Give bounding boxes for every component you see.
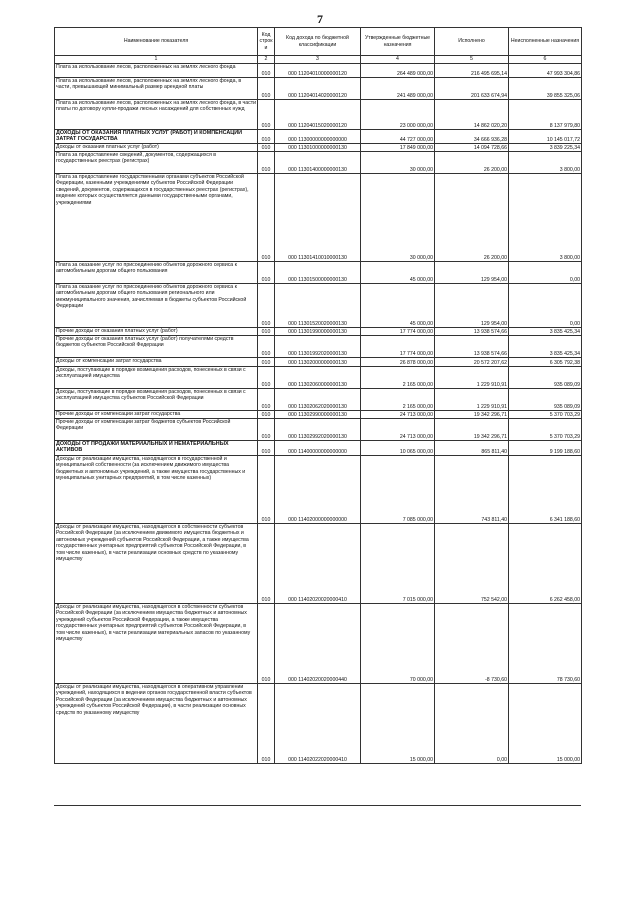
row-plan: 17 849 000,00: [361, 144, 435, 152]
row-name: Прочие доходы от компенсации затрат государства: [55, 411, 258, 419]
row-kbk: 000 11301400000000130: [275, 152, 361, 174]
row-remaining: 9 199 188,60: [509, 441, 582, 456]
row-name: Плата за использование лесов, расположенных на землях лесного фонда, в части, превышающей минимальный размер арендной платы: [55, 78, 258, 100]
row-code: 010: [258, 336, 275, 358]
row-exec: 201 633 674,94: [435, 78, 509, 100]
row-plan: 30 000,00: [361, 174, 435, 262]
table-row: [55, 604, 582, 684]
row-name: Доходы от реализации имущества, находящегося в государственной и муниципальной собственности (за исключением движимого имущества бюджетных и автономных учреждений, а также имущества государственных и муниципальных унитарных предприятий, в том числе казенных): [55, 456, 258, 524]
row-name: Доходы, поступающие в порядке возмещения расходов, понесенных в связи с эксплуатацией имущества субъектов Российской Федерации: [55, 389, 258, 411]
table-row: [55, 336, 582, 358]
row-code: 010: [258, 64, 275, 78]
row-kbk: 000 11301992020000130: [275, 336, 361, 358]
col-number-2: 2: [258, 56, 275, 64]
row-plan: 45 000,00: [361, 284, 435, 328]
row-name: Прочие доходы от оказания платных услуг (работ) получателями средств бюджетов субъектов Российской Федерации: [55, 336, 258, 358]
row-remaining: 0,00: [509, 262, 582, 284]
row-exec: 20 572 207,62: [435, 358, 509, 367]
header-kbk: Код дохода по бюджетной классификации: [275, 28, 361, 56]
row-code: 010: [258, 262, 275, 284]
row-exec: 14 862 020,20: [435, 100, 509, 130]
row-kbk: 000 11302062020000130: [275, 389, 361, 411]
row-remaining: 6 341 188,60: [509, 456, 582, 524]
row-name: Плата за предоставление государственными органами субъектов Российской Федерации, казенными учреждениями субъектов Российской Федерации сведений, документов, содержащихся в государственных реестрах (регистрах), ведение которых осуществляется данными государственными органами, учреждениями: [55, 174, 258, 262]
row-remaining: 3 835 425,34: [509, 336, 582, 358]
income-report-table: [54, 27, 582, 764]
row-code: 010: [258, 152, 275, 174]
row-plan: 2 165 000,00: [361, 367, 435, 389]
row-code: 010: [258, 78, 275, 100]
row-exec: 0,00: [435, 684, 509, 764]
row-kbk: 000 11301410010000130: [275, 174, 361, 262]
header-exec: Исполнено: [435, 28, 509, 56]
row-code: 010: [258, 100, 275, 130]
row-name: Плата за использование лесов, расположенных на землях лесного фонда, в части платы по договору купли-продажи лесных насаждений для собственных нужд: [55, 100, 258, 130]
row-name: Плата за оказание услуг по присоединению объектов дорожного сервиса к автомобильным дорогам общего пользования: [55, 262, 258, 284]
row-remaining: 6 305 792,38: [509, 358, 582, 367]
row-code: 010: [258, 358, 275, 367]
row-exec: 13 938 574,66: [435, 336, 509, 358]
row-exec: 129 954,00: [435, 284, 509, 328]
row-kbk: 000 11400000000000000: [275, 441, 361, 456]
table-row: [55, 328, 582, 336]
header-plan: Утвержденные бюджетные назначения: [361, 28, 435, 56]
row-kbk: 000 11402020020000410: [275, 524, 361, 604]
row-exec: 129 954,00: [435, 262, 509, 284]
row-kbk: 000 11204010000000120: [275, 64, 361, 78]
row-name: Плата за оказание услуг по присоединению объектов дорожного сервиса к автомобильным дорогам общего пользования регионального или межмуниципального значения, зачисляемая в бюджеты субъектов Российской Федерации: [55, 284, 258, 328]
row-remaining: 10 145 017,72: [509, 130, 582, 144]
row-plan: 17 774 000,00: [361, 328, 435, 336]
row-exec: 26 200,00: [435, 152, 509, 174]
header-name: Наименование показателя: [55, 28, 258, 56]
table-row: [55, 152, 582, 174]
row-exec: 1 229 910,91: [435, 367, 509, 389]
row-kbk: 000 11402020020000440: [275, 604, 361, 684]
row-remaining: 3 800,00: [509, 174, 582, 262]
row-code: 010: [258, 389, 275, 411]
row-kbk: 000 11301520020000130: [275, 284, 361, 328]
row-remaining: 5 370 703,29: [509, 419, 582, 441]
row-plan: 7 015 000,00: [361, 524, 435, 604]
row-code: 010: [258, 524, 275, 604]
row-name: ДОХОДЫ ОТ ОКАЗАНИЯ ПЛАТНЫХ УСЛУГ (РАБОТ) И КОМПЕНСАЦИИ ЗАТРАТ ГОСУДАРСТВА: [55, 130, 258, 144]
row-plan: 24 713 000,00: [361, 419, 435, 441]
row-code: 010: [258, 441, 275, 456]
row-remaining: 8 137 979,80: [509, 100, 582, 130]
row-remaining: 3 835 425,34: [509, 328, 582, 336]
row-exec: 19 342 296,71: [435, 411, 509, 419]
col-number-1: 1: [55, 56, 258, 64]
table-row: [55, 441, 582, 456]
row-kbk: 000 11204015020000120: [275, 100, 361, 130]
row-kbk: 000 11302000000000130: [275, 358, 361, 367]
row-exec: 865 811,40: [435, 441, 509, 456]
table-body: [55, 64, 582, 764]
table-row: [55, 130, 582, 144]
row-code: 010: [258, 328, 275, 336]
row-plan: 7 085 000,00: [361, 456, 435, 524]
row-kbk: 000 11302060000000130: [275, 367, 361, 389]
row-exec: -8 730,60: [435, 604, 509, 684]
row-exec: 743 811,40: [435, 456, 509, 524]
col-number-3: 3: [275, 56, 361, 64]
row-name: Доходы от реализации имущества, находящегося в оперативном управлении учреждений, находящихся в ведении органов государственной власти субъектов Российской Федерации (за исключением имущества бюджетных и автономных учреждений субъектов Российской Федерации), в части реализации основных средств по указанному имуществу: [55, 684, 258, 764]
table-row: [55, 367, 582, 389]
row-remaining: 39 855 325,06: [509, 78, 582, 100]
row-exec: 34 666 936,28: [435, 130, 509, 144]
row-code: 010: [258, 684, 275, 764]
row-remaining: 78 730,60: [509, 604, 582, 684]
row-code: 010: [258, 144, 275, 152]
row-plan: 10 065 000,00: [361, 441, 435, 456]
row-code: 010: [258, 604, 275, 684]
row-name: Доходы от оказания платных услуг (работ): [55, 144, 258, 152]
row-plan: 15 000,00: [361, 684, 435, 764]
row-kbk: 000 11302992020000130: [275, 419, 361, 441]
row-exec: 752 542,00: [435, 524, 509, 604]
row-kbk: 000 11302990000000130: [275, 411, 361, 419]
row-plan: 44 727 000,00: [361, 130, 435, 144]
col-number-5: 5: [435, 56, 509, 64]
row-kbk: 000 11301500000000130: [275, 262, 361, 284]
table-row: [55, 456, 582, 524]
row-kbk: 000 11301990000000130: [275, 328, 361, 336]
row-plan: 2 165 000,00: [361, 389, 435, 411]
row-plan: 241 489 000,00: [361, 78, 435, 100]
table-row: [55, 419, 582, 441]
row-name: Доходы, поступающие в порядке возмещения расходов, понесенных в связи с эксплуатацией имущества: [55, 367, 258, 389]
row-code: 010: [258, 419, 275, 441]
row-name: Плата за предоставление сведений, документов, содержащихся в государственных реестрах (регистрах): [55, 152, 258, 174]
row-exec: 14 094 728,66: [435, 144, 509, 152]
row-name: Прочие доходы от компенсации затрат бюджетов субъектов Российской Федерации: [55, 419, 258, 441]
row-code: 010: [258, 456, 275, 524]
row-kbk: 000 11301000000000130: [275, 144, 361, 152]
row-remaining: 3 800,00: [509, 152, 582, 174]
table-row: [55, 411, 582, 419]
page-number: 7: [317, 12, 323, 26]
row-name: Доходы от реализации имущества, находящегося в собственности субъектов Российской Федерации (за исключением имущества бюджетных и автономных учреждений субъектов Российской Федерации, а также имущества государственных унитарных предприятий субъектов Российской Федерации, в том числе казенных), в части реализации материальных запасов по указанному имуществу: [55, 604, 258, 684]
header-code: Код строк и: [258, 28, 275, 56]
row-remaining: 935 089,09: [509, 389, 582, 411]
row-plan: 24 713 000,00: [361, 411, 435, 419]
row-plan: 17 774 000,00: [361, 336, 435, 358]
col-number-6: 6: [509, 56, 582, 64]
row-remaining: 0,00: [509, 284, 582, 328]
table-row: [55, 389, 582, 411]
row-exec: 13 938 574,66: [435, 328, 509, 336]
row-code: 010: [258, 411, 275, 419]
header-rem: Неисполненные назначения: [509, 28, 582, 56]
table-row: [55, 284, 582, 328]
col-number-4: 4: [361, 56, 435, 64]
table-row: [55, 262, 582, 284]
row-plan: 45 000,00: [361, 262, 435, 284]
table-row: [55, 64, 582, 78]
table-row: [55, 524, 582, 604]
row-exec: 216 495 695,14: [435, 64, 509, 78]
row-code: 010: [258, 284, 275, 328]
row-remaining: 5 370 703,29: [509, 411, 582, 419]
table-row: [55, 174, 582, 262]
row-kbk: 000 11402000000000000: [275, 456, 361, 524]
row-name: Прочие доходы от оказания платных услуг (работ): [55, 328, 258, 336]
row-code: 010: [258, 367, 275, 389]
row-code: 010: [258, 174, 275, 262]
row-remaining: 47 993 304,86: [509, 64, 582, 78]
row-plan: 30 000,00: [361, 152, 435, 174]
table-row: [55, 358, 582, 367]
row-kbk: 000 11300000000000000: [275, 130, 361, 144]
row-plan: 70 000,00: [361, 604, 435, 684]
row-kbk: 000 11204014020000120: [275, 78, 361, 100]
row-name: ДОХОДЫ ОТ ПРОДАЖИ МАТЕРИАЛЬНЫХ И НЕМАТЕРИАЛЬНЫХ АКТИВОВ: [55, 441, 258, 456]
row-remaining: 935 089,09: [509, 367, 582, 389]
row-plan: 26 878 000,00: [361, 358, 435, 367]
row-name: Плата за использование лесов, расположенных на землях лесного фонда: [55, 64, 258, 78]
row-exec: 19 342 296,71: [435, 419, 509, 441]
row-remaining: 6 262 458,00: [509, 524, 582, 604]
table-row: [55, 684, 582, 764]
table-row: [55, 78, 582, 100]
row-name: Доходы от реализации имущества, находящегося в собственности субъектов Российской Федерации (за исключением движимого имущества бюджетных и автономных учреждений субъектов Российской Федерации, а также имущества государственных унитарных предприятий субъектов Российской Федерации, в том числе казенных), в части реализации основных средств по указанному имуществу: [55, 524, 258, 604]
row-kbk: 000 11402022020000410: [275, 684, 361, 764]
row-remaining: 3 839 225,34: [509, 144, 582, 152]
table-row: [55, 100, 582, 130]
row-exec: 1 229 910,91: [435, 389, 509, 411]
row-remaining: 15 000,00: [509, 684, 582, 764]
table-row: [55, 144, 582, 152]
bottom-divider: [54, 805, 581, 806]
row-code: 010: [258, 130, 275, 144]
row-plan: 23 000 000,00: [361, 100, 435, 130]
row-name: Доходы от компенсации затрат государства: [55, 358, 258, 367]
row-plan: 264 489 000,00: [361, 64, 435, 78]
row-exec: 26 200,00: [435, 174, 509, 262]
